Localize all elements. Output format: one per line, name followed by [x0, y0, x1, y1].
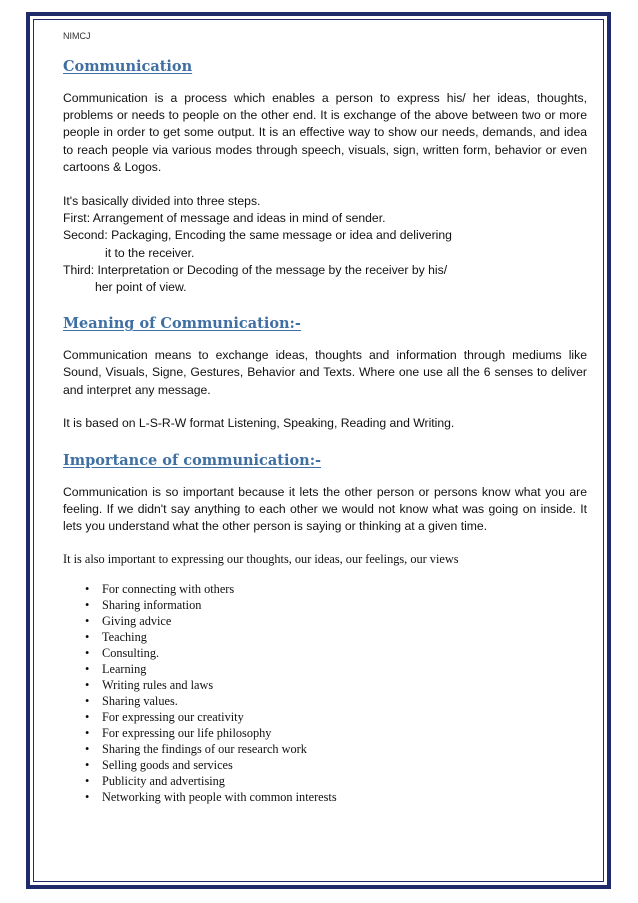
section-heading-importance: Importance of communication:-	[63, 452, 322, 470]
list-item: • Writing rules and laws	[85, 677, 587, 693]
list-item: • For connecting with others	[85, 581, 587, 597]
importance-bullet-list	[63, 581, 587, 805]
page-content	[63, 31, 587, 805]
list-item: • Learning	[85, 661, 587, 677]
meaning-paragraph: Communication means to exchange ideas, thoughts and information through mediums like Sound, Visuals, Signe, Gestures, Behavior and Texts. Where one use all the 6 senses to deliver and interpret any message.	[63, 348, 587, 397]
list-item: • Publicity and advertising	[85, 773, 587, 789]
list-item: • Networking with people with common interests	[85, 789, 587, 805]
steps-intro: It's basically divided into three steps.	[63, 194, 261, 209]
step-third: Third: Interpretation or Decoding of the message by the receiver by his/	[63, 262, 448, 277]
section-heading-communication: Communication	[63, 58, 193, 75]
importance-paragraph-2: It is also important to expressing our thoughts, our ideas, our feelings, our views	[63, 551, 459, 566]
step-second: Second: Packaging, Encoding the same message or idea and delivering	[63, 228, 452, 243]
list-item: • Giving advice	[85, 613, 587, 629]
section-heading-meaning: Meaning of Communication:-	[63, 315, 301, 333]
list-item: • Sharing values.	[85, 693, 587, 709]
lsrw-paragraph: It is based on L-S-R-W format Listening, Speaking, Reading and Writing.	[63, 415, 455, 430]
communication-paragraph: Communication is a process which enables a person to express his/ her ideas, thoughts, problems or needs to people on the other end. It is exchange of the above between two or more people in order to get some output. It is an effective way to show our needs, demands, and idea to reach people via various modes through speech, visuals, sign, written form, behavior or even cartoons & Logos.	[63, 91, 587, 174]
header-tag: NIMCJ	[63, 31, 91, 41]
list-item: • Sharing information	[85, 597, 587, 613]
list-item: • For expressing our life philosophy	[85, 725, 587, 741]
step-second-continued: it to the receiver.	[105, 245, 195, 260]
list-item: • For expressing our creativity	[85, 709, 587, 725]
list-item: • Teaching	[85, 629, 587, 645]
importance-paragraph: Communication is so important because it lets the other person or persons know what you are feeling. If we didn't say anything to each other we would not know what was going on inside. It lets you understand what the other person is saying or thinking at a given time.	[63, 485, 587, 534]
step-third-continued: her point of view.	[95, 280, 187, 295]
list-item: • Consulting.	[85, 645, 587, 661]
list-item: • Selling goods and services	[85, 757, 587, 773]
step-first: First: Arrangement of message and ideas in mind of sender.	[63, 211, 386, 226]
list-item: • Sharing the findings of our research work	[85, 741, 587, 757]
